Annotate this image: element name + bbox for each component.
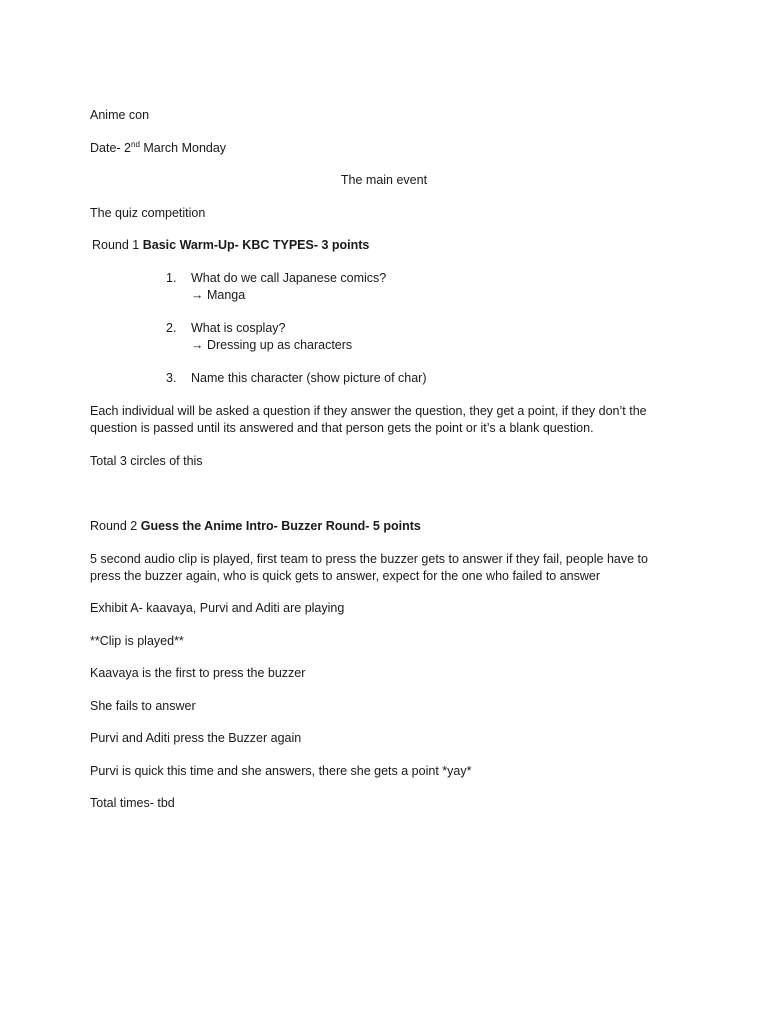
round2-line: Exhibit A- kaavaya, Purvi and Aditi are playing bbox=[90, 601, 345, 615]
doc-date bbox=[90, 140, 226, 157]
round1-rules-line2: question is passed until its answered and that person gets the point or it’s a blank question. bbox=[90, 421, 594, 435]
question-number: 3. bbox=[166, 371, 177, 385]
round1-label: Round 1 bbox=[92, 238, 143, 252]
round2-line: Purvi and Aditi press the Buzzer again bbox=[90, 731, 302, 745]
question-number: 1. bbox=[166, 271, 177, 285]
question-number: 2. bbox=[166, 321, 177, 335]
round2-desc-line2: press the buzzer again, who is quick gets to answer, expect for the one who failed to answer bbox=[90, 569, 601, 583]
question-text: What is cosplay? bbox=[191, 321, 286, 335]
question-text: Name this character (show picture of char) bbox=[191, 371, 427, 385]
round2-desc-line1: 5 second audio clip is played, first team to press the buzzer gets to answer if they fail, people have to bbox=[90, 552, 648, 566]
date-superscript: nd bbox=[131, 140, 140, 149]
round1-title: Basic Warm-Up- KBC TYPES- 3 points bbox=[142, 238, 370, 252]
round1-rules-line1: Each individual will be asked a question if they answer the question, they get a point, if they don’t the bbox=[90, 404, 647, 418]
date-prefix: Date- 2 bbox=[90, 141, 131, 155]
round2-label: Round 2 bbox=[90, 519, 141, 533]
round2-heading bbox=[90, 518, 421, 535]
round1-heading bbox=[92, 237, 369, 254]
round2-line: Purvi is quick this time and she answers, there she gets a point *yay* bbox=[90, 764, 472, 778]
round2-title: Guess the Anime Intro- Buzzer Round- 5 points bbox=[140, 519, 421, 533]
main-event-heading: The main event bbox=[340, 173, 428, 187]
question-answer: → Dressing up as characters bbox=[191, 338, 353, 352]
round2-total: Total times- tbd bbox=[90, 796, 175, 810]
round2-line: Kaavaya is the first to press the buzzer bbox=[90, 666, 306, 680]
round1-total: Total 3 circles of this bbox=[90, 454, 203, 468]
round2-line: **Clip is played** bbox=[90, 634, 184, 648]
doc-title: Anime con bbox=[90, 108, 150, 122]
round2-line: She fails to answer bbox=[90, 699, 196, 713]
quiz-competition-heading: The quiz competition bbox=[90, 206, 206, 220]
date-suffix: March Monday bbox=[139, 141, 227, 155]
question-answer: → Manga bbox=[191, 288, 246, 302]
question-text: What do we call Japanese comics? bbox=[191, 271, 387, 285]
